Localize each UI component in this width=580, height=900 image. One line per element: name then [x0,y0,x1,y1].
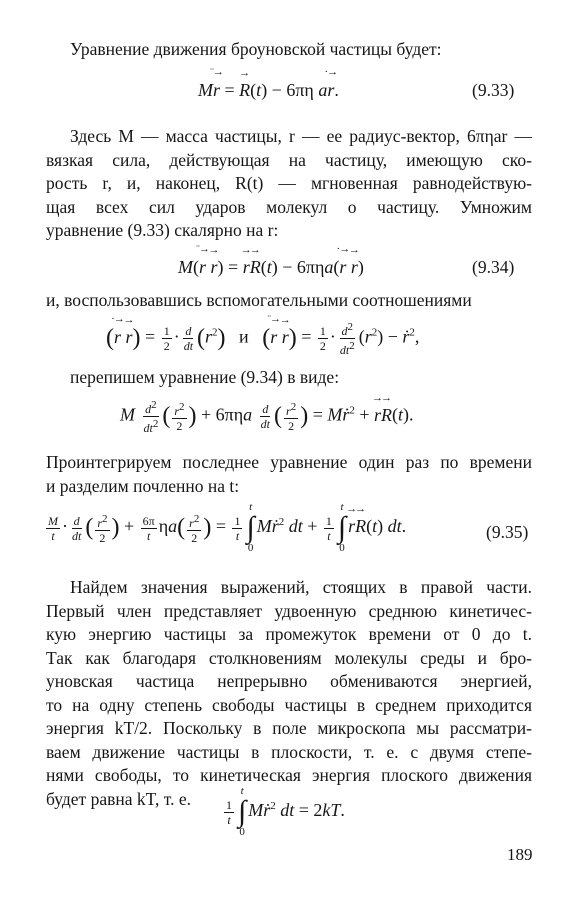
paragraph-4-line-2: и разделим почленно на t: [46,475,240,496]
page-number: 189 [507,845,533,864]
paragraph-5-line-8: ваем движение частицы в плоскости, т. е. с двумя степе- [46,741,532,762]
paragraph-5-line-3: кую энергию частицы за промежуток времени от 0 до t. [46,624,532,644]
equation-final: $\frac{1}{t}$ t ∫ 0 Mṙ$^2$ dt = 2kT. [226,785,345,838]
paragraph-5-line-9: нями свободы, то кинетическая энергия плоского движения [46,765,532,785]
paragraph-4-line-1: Проинтегрируем последнее уравнение один раз по времени [46,452,532,472]
intro-paragraph [46,38,532,62]
paragraph-5-line-2: Первый член представляет удвоенную среднюю кинетичес- [46,600,532,621]
equation-number-9-34: (9.34) [472,257,515,277]
paragraph-2 [46,289,532,313]
equation-rewritten: M $\frac{d^2}{dt^2}$ ( $\frac{r^2}{2}$ ) + 6πηa $\frac{d}{dt}$ ( $\frac{r^2}{2}$ ) = Mṙ$^2$ + → r→ R(t). [120,398,414,435]
paragraph-5 [46,576,532,811]
paragraph-5-line-5: уновская частица непрерывно обмениваются энергией, [46,671,532,691]
equation-number-9-35: (9.35) [486,522,529,542]
paragraph-5-line-7: энергия kT/2. Поскольку в поле микроскопа мы рассматри- [46,718,532,738]
paragraph-1-line-5: уравнение (9.33) скалярно на r: [46,220,279,240]
paragraph-1-line-1: Здесь M — масса частицы, r — ее радиус-вектор, 6πηar — [70,126,532,146]
paragraph-1-line-2: вязкая сила, действующая на частицу, имеющую ско- [46,149,532,170]
paragraph-3-text: перепишем уравнение (9.34) в виде: [70,367,340,387]
paragraph-5-line-1: Найдем значения выражений, стоящих в правой части. [70,577,532,597]
paragraph-1-line-3: рость r, и, наконец, R(t) — мгновенная равнодействую- [46,173,532,193]
paragraph-5-line-10: будет равна kT, т. е. [46,788,191,809]
equation-9-35: $\frac{M}{t}$ · $\frac{d}{dt}$ ( $\frac{r^2}{2}$ ) + $\frac{6\pi}{t}$ ηa( $\frac{r^2}{2}$ ) = $\frac{1}{t}$ t ∫ 0 Mṙ$^2$ dt + $\frac{1}{t}$ t ∫ 0 → r→ R(t) dt. [44,502,406,554]
paragraph-4 [46,451,532,498]
paragraph-3 [46,366,532,390]
auxiliary-relations: (·→ r → r) = $\frac{1}{2}$ · $\frac{d}{dt}$ $(r^2)$ и (¨→ r → r) = $\frac{1}{2}$ · $\frac{d^2}{dt^2}$ $(r^2)$ − ṙ$^2$, [106,320,419,357]
intro-text: Уравнение движения броуновской частицы будет: [70,39,442,59]
equation-9-33: M¨→ r = → R(t) − 6πη a·→ r. [198,80,339,101]
paragraph-5-line-4: Так как благодаря столкновениям молекулы среды и бро- [46,647,532,668]
equation-number-9-33: (9.33) [472,80,515,100]
paragraph-1 [46,125,532,243]
paragraph-2-text: и, воспользовавшись вспомогательными соотношениями [46,290,472,310]
paragraph-1-line-4: щая всех сил ударов молекул о частицу. Умножим [46,196,532,217]
paragraph-5-line-6: то на одну степень свободы частицы в среднем приходится [46,694,532,715]
equation-9-34: M(¨→ r → r) = → r→ R(t) − 6πηa(·→ r → r) [178,257,364,278]
